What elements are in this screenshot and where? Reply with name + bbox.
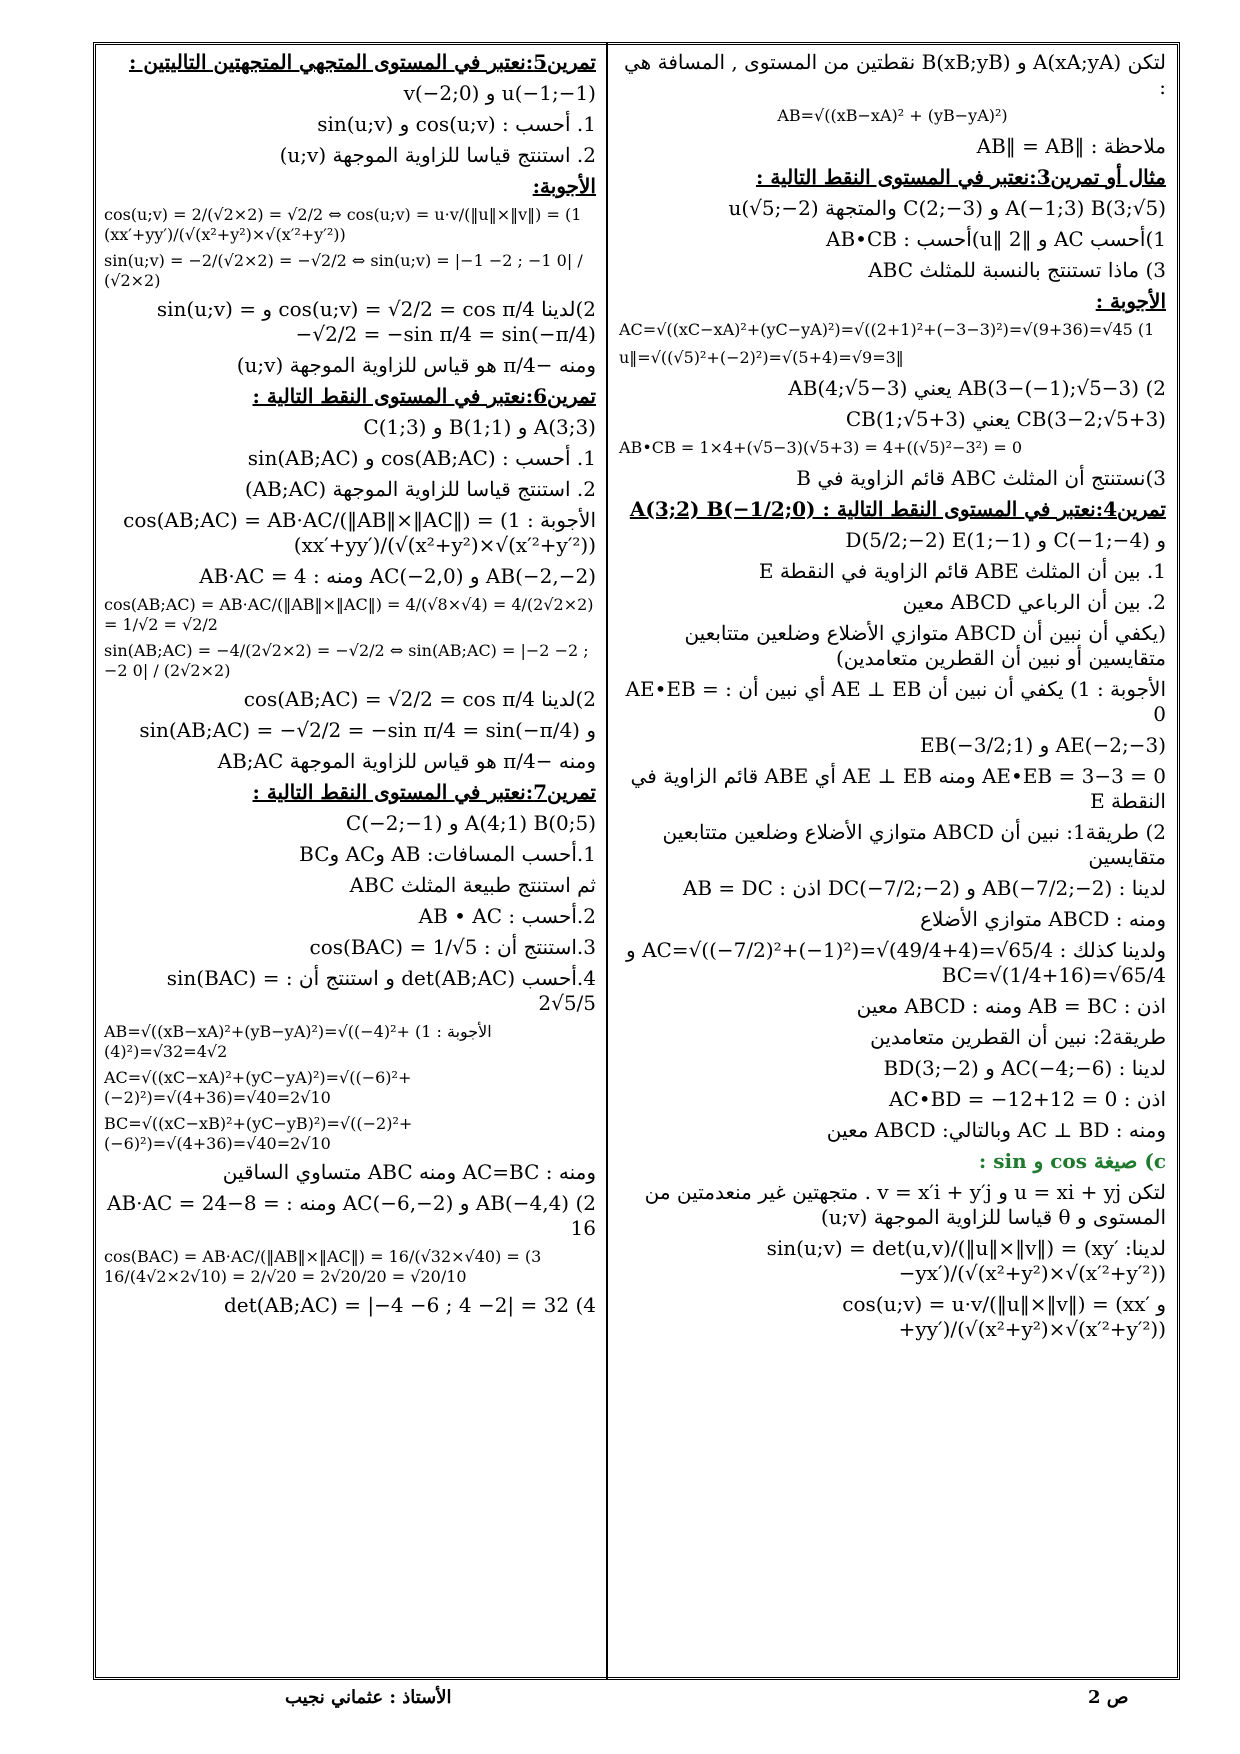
left-line-24: 2.أحسب : AB • AC — [418, 904, 596, 928]
left-line-4: الأجوبة: — [532, 174, 596, 198]
teacher-name: الأستاذ : عثماني نجيب — [285, 1687, 452, 1708]
right-line-25: ولدينا كذلك : AC=√((−7/2)²+(−1)²)=√(49/4+4)=√65/4 و BC=√(1/4+16)=√65/4 — [626, 938, 1166, 987]
right-line-30: ومنه : AC ⊥ BD وبالتالي: ABCD معين — [826, 1118, 1166, 1142]
right-line-4: A(−1;3) B(3;√5) و C(2;−3) والمتجهة u(√5;−2) — [728, 196, 1166, 220]
right-line-31: c) صيغة cos و sin : — [978, 1149, 1166, 1173]
left-line-14: AB(−2,−2) و AC(−2,0) ومنه : AB·AC = 4 — [199, 564, 596, 588]
left-line-22: 1.أحسب المسافات: AB وAC وBC — [299, 842, 596, 866]
right-line-15: و C(−1;−4) و D(5/2;−2) E(1;−1) — [845, 528, 1166, 552]
right-line-27: طريقة2: نبين أن القطرين متعامدين — [870, 1025, 1166, 1049]
left-line-18: و sin(AB;AC) = −√2/2 = −sin π/4 = sin(−π/4) — [139, 718, 596, 742]
left-line-3: 2. استنتج قياسا للزاوية الموجهة (u;v) — [279, 143, 596, 167]
right-line-33: لدينا: sin(u;v) = det(u,v)/(‖u‖×‖v‖) = (xy′−yx′)/(√(x²+y²)×√(x′²+y′²)) — [766, 1236, 1166, 1285]
left-line-28: AC=√((xC−xA)²+(yC−yA)²)=√((−6)²+(−2)²)=√(4+36)=√40=2√10 — [104, 1068, 412, 1107]
right-line-19: الأجوبة : 1) يكفي أن نبين أن AE ⊥ EB أي نبين أن : AE•EB = 0 — [625, 677, 1166, 726]
left-line-29: BC=√((xC−xB)²+(yC−yB)²)=√((−2)²+(−6)²)=√(4+36)=√40=2√10 — [104, 1114, 413, 1153]
right-line-5: 1)أحسب AC و ‖u‖ 2)أحسب : AB•CB — [826, 227, 1166, 251]
left-line-11: 1. أحسب : cos(AB;AC) و sin(AB;AC) — [247, 446, 596, 470]
right-line-26: اذن : AB = BC ومنه : ABCD معين — [856, 994, 1166, 1018]
right-column — [615, 50, 1170, 1348]
right-line-9: ‖u‖=√((√5)²+(−2)²)=√(5+4)=√9=3 — [619, 348, 904, 367]
right-line-13: 3)نستنتج أن المثلث ABC قائم الزاوية في B — [796, 466, 1166, 490]
left-line-16: sin(AB;AC) = −4/(2√2×2) = −√2/2 ⇔ sin(AB;AC) = |−2 −2 ; −2 0| / (2√2×2) — [104, 641, 589, 680]
right-line-11: CB(3−2;√5+3) يعني CB(1;√5+3) — [845, 407, 1166, 431]
left-line-27: الأجوبة : 1) AB=√((xB−xA)²+(yB−yA)²)=√((−4)²+(4)²)=√32=4√2 — [104, 1022, 492, 1061]
left-line-1: u(−1;−1) و v(−2;0) — [403, 81, 596, 105]
right-line-29: اذن : AC•BD = −12+12 = 0 — [889, 1087, 1166, 1111]
right-line-6: 3) ماذا تستنتج بالنسبة للمثلث ABC — [868, 258, 1166, 282]
right-line-34: و cos(u;v) = u·v/(‖u‖×‖v‖) = (xx′+yy′)/(√(x²+y²)×√(x′²+y′²)) — [842, 1292, 1166, 1341]
right-line-1: AB=√((xB−xA)² + (yB−yA)²) — [777, 106, 1008, 125]
right-line-14: تمرين4:نعتبر في المستوى النقط التالية : A(3;2) B(−1/2;0) — [629, 497, 1166, 521]
left-line-21: A(4;1) B(0;5) و C(−2;−1) — [345, 811, 596, 835]
left-line-19: ومنه −π/4 هو قياس للزاوية الموجهة AB;AC — [217, 749, 596, 773]
right-line-2: ملاحظة : ‖AB‖ = AB — [976, 134, 1166, 158]
left-line-15: cos(AB;AC) = AB·AC/(‖AB‖×‖AC‖) = 4/(√8×√4) = 4/(2√2×2) = 1/√2 = √2/2 — [104, 595, 594, 634]
right-line-16: 1. بين أن المثلث ABE قائم الزاوية في النقطة E — [758, 559, 1166, 583]
right-line-17: 2. بين أن الرباعي ABCD معين — [902, 590, 1166, 614]
right-line-22: 2) طريقة1: نبين أن ABCD متوازي الأضلاع وضلعين متتابعين متقايسين — [662, 820, 1166, 869]
left-line-13: الأجوبة : 1) cos(AB;AC) = AB·AC/(‖AB‖×‖AC‖) = (xx′+yy′)/(√(x²+y²)×√(x′²+y′²)) — [123, 508, 596, 557]
left-line-26: 4.أحسب det(AB;AC) و استنتج أن : sin(BAC) = 2√5/5 — [166, 966, 596, 1015]
right-line-3: مثال أو تمرين3:نعتبر في المستوى النقط التالية : — [755, 165, 1166, 189]
right-line-23: لدينا : AB(−7/2;−2) و DC(−7/2;−2) اذن : AB = DC — [682, 876, 1166, 900]
left-line-12: 2. استنتج قياسا للزاوية الموجهة (AB;AC) — [244, 477, 596, 501]
left-line-17: 2)لدينا cos(AB;AC) = √2/2 = cos π/4 — [243, 687, 596, 711]
right-line-28: لدينا : AC(−4;−6) و BD(3;−2) — [883, 1056, 1166, 1080]
left-line-25: 3.استنتج أن : cos(BAC) = 1/√5 — [309, 935, 596, 959]
left-column — [100, 50, 600, 1324]
left-line-5: 1) cos(u;v) = 2/(√2×2) = √2/2 ⇔ cos(u;v) = u·v/(‖u‖×‖v‖) = (xx′+yy′)/(√(x²+y²)×√(x′²+y′²)) — [104, 205, 582, 244]
left-line-7: 2)لدينا cos(u;v) = √2/2 = cos π/4 و sin(u;v) = −√2/2 = −sin π/4 = sin(−π/4) — [156, 297, 596, 346]
right-line-20: AE(−2;−3) و EB(−3/2;1) — [919, 733, 1166, 757]
right-line-12: AB•CB = 1×4+(√5−3)(√5+3) = 4+((√5)²−3²) = 0 — [619, 438, 1023, 457]
left-line-30: ومنه : AC=BC ومنه ABC متساوي الساقين — [222, 1160, 596, 1184]
left-line-31: 2) AB(−4,4) و AC(−6,−2) ومنه : AB·AC = 24−8 = 16 — [107, 1191, 596, 1240]
left-line-32: 3) cos(BAC) = AB·AC/(‖AB‖×‖AC‖) = 16/(√32×√40) = 16/(4√2×2√10) = 2/√20 = 2√20/20 = √20/10 — [104, 1247, 542, 1286]
left-line-0: تمرين5:نعتبر في المستوى المتجهي المتجهتين التاليتين : — [129, 50, 596, 74]
left-line-20: تمرين7:نعتبر في المستوى النقط التالية : — [252, 780, 596, 804]
right-line-7: الأجوبة : — [1095, 289, 1166, 313]
right-line-0: لتكن A(xA;yA) و B(xB;yB) نقطتين من المستوى , المسافة هي : — [624, 50, 1166, 99]
right-line-10: 2) AB(3−(−1);√5−3) يعني AB(4;√5−3) — [788, 376, 1166, 400]
left-line-8: ومنه −π/4 هو قياس للزاوية الموجهة (u;v) — [236, 353, 596, 377]
left-line-23: ثم استنتج طبيعة المثلث ABC — [349, 873, 596, 897]
left-line-33: 4) det(AB;AC) = |−4 −6 ; 4 −2| = 32 — [223, 1293, 596, 1317]
right-line-24: ومنه : ABCD متوازي الأضلاع — [920, 907, 1166, 931]
left-line-6: sin(u;v) = −2/(√2×2) = −√2/2 ⇔ sin(u;v) = |−1 −2 ; −1 0| / (√2×2) — [104, 251, 583, 290]
left-line-9: تمرين6:نعتبر في المستوى النقط التالية : — [252, 384, 596, 408]
right-line-18: (يكفي أن نبين أن ABCD متوازي الأضلاع وضلعين متتابعين متقايسين أو نبين أن القطرين متعامدين) — [684, 621, 1166, 670]
left-line-2: 1. أحسب : cos(u;v) و sin(u;v) — [317, 112, 596, 136]
page-number: ص 2 — [1088, 1687, 1129, 1708]
right-line-8: 1) AC=√((xC−xA)²+(yC−yA)²)=√((2+1)²+(−3−3)²)=√(9+36)=√45 — [619, 320, 1155, 339]
right-line-21: AE•EB = 3−3 = 0 ومنه AE ⊥ EB أي ABE قائم الزاوية في النقطة E — [630, 764, 1166, 813]
right-line-32: لتكن u = xi + yj و v = x′i + y′j . متجهتين غير منعدمتين من المستوى و θ قياسا للزاوية الموجهة (u;v) — [644, 1180, 1166, 1229]
column-divider — [606, 42, 608, 1680]
left-line-10: A(3;3) و B(1;1) و C(1;3) — [363, 415, 596, 439]
